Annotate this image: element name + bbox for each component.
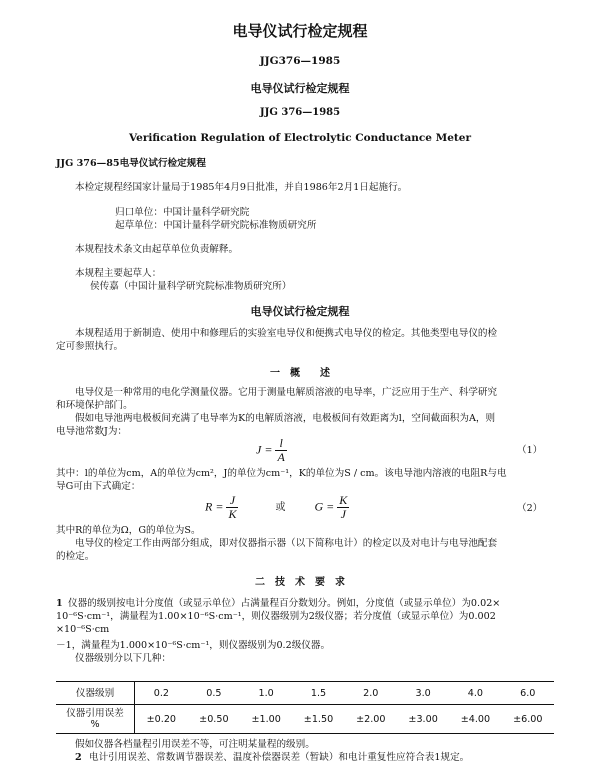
grade-cell: 1.0: [240, 682, 292, 705]
section-1-title: 一 概 述: [270, 368, 330, 379]
overview-p1-line-2: 和环境保护部门。: [56, 400, 133, 411]
grade-header-label: 仪器级别: [56, 682, 135, 705]
error-cell: ±4.00: [449, 705, 501, 734]
eq2-fraction-g: [337, 494, 349, 521]
eq1-fraction: [275, 437, 286, 464]
grade-cell: 4.0: [449, 682, 501, 705]
error-cell: ±2.00: [345, 705, 397, 734]
item-1-number: 1: [56, 598, 63, 609]
grade-cell: 2.0: [345, 682, 397, 705]
equation-1-label: （1）: [517, 445, 543, 456]
eq2-connector: 或: [275, 502, 286, 514]
overview-p4: 其中R的单位为Ω，G的单位为S。: [56, 525, 201, 536]
drafter-name: 侯传嘉（中国计量科学研究院标准物质研究所）: [90, 281, 292, 292]
overview-p5-line-1: 电导仪的检定工作由两部分组成，即对仪器指示器（以下简称电计）的检定以及对电计与电导池配套: [75, 538, 498, 549]
short-heading: JJG 376—85电导仪试行检定规程: [56, 158, 206, 169]
error-row: [56, 705, 554, 734]
eq2-numerator-r: J: [226, 494, 238, 508]
error-header-line-1: 仪器引用误差: [66, 708, 124, 719]
document-subtitle: 电导仪试行检定规程: [250, 82, 350, 95]
error-cell: ±3.00: [397, 705, 449, 734]
interpretation-text: 本规程技术条文由起草单位负责解释。: [75, 244, 239, 255]
body-title: 电导仪试行检定规程: [250, 305, 350, 318]
eq2-fraction-r: [226, 494, 238, 521]
overview-p3-line-2: 导G可由下式确定：: [56, 481, 141, 492]
eq2-lhs-r: R =: [205, 499, 224, 514]
item-1-line-1: 仪器的级别按电计分度值（或显示单位）占满量程百分数划分。例如，分度值（或显示单位）为0.02×: [68, 598, 501, 609]
eq1-denominator: A: [277, 450, 285, 464]
scope-line-1: 本规程适用于新制造、使用中和修理后的实验室电导仪和便携式电导仪的检定。其他类型电导仪的检: [75, 328, 498, 339]
overview-p1-line-1: 电导仪是一种常用的电化学测量仪器。它用于测量电解质溶液的电导率，广泛应用于生产、科学研究: [75, 387, 498, 398]
equation-1: [256, 437, 287, 464]
equation-2-label: （2）: [517, 503, 543, 514]
grade-cell: 0.2: [135, 682, 188, 705]
unit-drafter: 起草单位：中国计量科学研究院标准物质研究所: [115, 220, 317, 231]
grade-table: [56, 681, 554, 734]
grade-cell: 3.0: [397, 682, 449, 705]
approval-text: 本检定规程经国家计量局于1985年4月9日批准，并自1986年2月1日起施行。: [75, 182, 408, 193]
error-cell: ±1.00: [240, 705, 292, 734]
section-2-title: 二 技 术 要 求: [255, 577, 345, 588]
overview-p5-line-2: 的检定。: [56, 551, 95, 562]
grade-cell: 1.5: [292, 682, 344, 705]
drafters-label: 本规程主要起草人：: [75, 268, 162, 279]
item-1-line-3: ×10⁻⁶S·cm: [56, 624, 110, 635]
error-header-line-2: %: [90, 719, 100, 730]
eq2-lhs-g: G =: [314, 499, 335, 514]
item-2-text: 电计引用误差、常数调节器误差、温度补偿器误差（暂缺）和电计重复性应符合表1规定。: [89, 752, 470, 763]
scope-line-2: 定可参照执行。: [56, 341, 124, 352]
eq2-denominator-r: K: [228, 507, 237, 521]
error-cell: ±6.00: [502, 705, 554, 734]
overview-p2-line-1: 假如电导池两电极板间充满了电导率为K的电解质溶液，电极板间有效距离为l，空间截面积为A，则: [75, 413, 496, 424]
unit-owner: 归口单位：中国计量科学研究院: [115, 207, 250, 218]
grade-row: [56, 682, 554, 705]
item-2-number: 2: [75, 752, 82, 763]
eq2-numerator-g: K: [339, 493, 348, 507]
overview-p3-line-1: 其中：l的单位为cm，A的单位为cm²，J的单位为cm⁻¹，K的单位为S / cm。该电导池内溶液的电阻R与电: [56, 468, 507, 479]
error-header-label: [56, 705, 135, 734]
eq1-numerator: l: [275, 437, 286, 451]
overview-p2-line-2: 电导池常数J为：: [56, 426, 128, 437]
after-table-note: 假如仪器各档量程引用误差不等，可注明某量程的级别。: [75, 739, 315, 750]
item-1-line-4: －1，满量程为1.000×10⁻⁶S·cm⁻¹，则仪器级别为0.2级仪器。: [56, 640, 331, 651]
document-title: 电导仪试行检定规程: [232, 22, 368, 40]
grade-cell: 0.5: [188, 682, 240, 705]
error-cell: ±0.20: [135, 705, 188, 734]
item-1-line-5: 仪器级别分以下几种：: [75, 653, 171, 664]
item-1-line-2: 10⁻⁶S·cm⁻¹，满量程为1.00×10⁻⁶S·cm⁻¹，则仪器级别为2级仪器；若分度值（或显示单位）为0.002: [56, 611, 496, 622]
document-code: JJG376—1985: [259, 55, 341, 67]
english-title: Verification Regulation of Electrolytic Conductance Meter: [128, 132, 471, 144]
error-cell: ±1.50: [292, 705, 344, 734]
grade-cell: 6.0: [502, 682, 554, 705]
equation-2: [205, 494, 349, 521]
error-cell: ±0.50: [188, 705, 240, 734]
eq2-denominator-g: J: [340, 507, 346, 521]
document-code-secondary: JJG 376—1985: [259, 107, 341, 118]
eq1-lhs: J =: [256, 442, 273, 457]
